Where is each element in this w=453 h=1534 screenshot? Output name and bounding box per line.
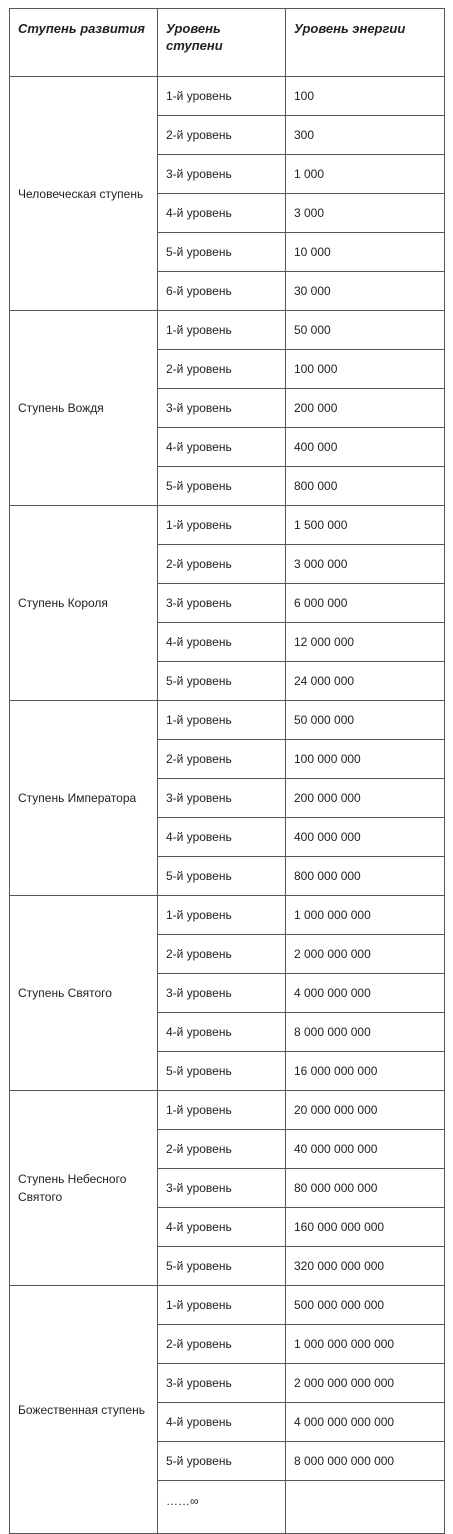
table-row xyxy=(10,1286,445,1325)
table-row xyxy=(10,1091,445,1130)
header-row xyxy=(10,9,445,77)
level-cell: 3-й уровень xyxy=(158,155,286,194)
energy-cell: 3 000 xyxy=(286,194,445,233)
level-cell: 4-й уровень xyxy=(158,1403,286,1442)
energy-levels-table xyxy=(9,8,445,1534)
energy-cell: 100 000 000 xyxy=(286,740,445,779)
energy-cell: 50 000 000 xyxy=(286,701,445,740)
stage-name-cell: Ступень Императора xyxy=(10,701,158,896)
table-row xyxy=(10,701,445,740)
level-cell: 4-й уровень xyxy=(158,428,286,467)
energy-cell: 1 000 xyxy=(286,155,445,194)
header-energy: Уровень энергии xyxy=(286,9,445,77)
level-cell: 1-й уровень xyxy=(158,1286,286,1325)
stage-name-cell: Ступень Вождя xyxy=(10,311,158,506)
energy-cell: 300 xyxy=(286,116,445,155)
energy-cell: 4 000 000 000 xyxy=(286,974,445,1013)
energy-cell: 12 000 000 xyxy=(286,623,445,662)
level-cell: 5-й уровень xyxy=(158,1052,286,1091)
energy-cell: 80 000 000 000 xyxy=(286,1169,445,1208)
energy-cell: 8 000 000 000 xyxy=(286,1013,445,1052)
energy-cell: 40 000 000 000 xyxy=(286,1130,445,1169)
stage-name-cell: Человеческая ступень xyxy=(10,77,158,311)
table-row xyxy=(10,311,445,350)
energy-cell: 800 000 xyxy=(286,467,445,506)
level-cell: 5-й уровень xyxy=(158,857,286,896)
energy-cell xyxy=(286,1481,445,1534)
level-cell: 4-й уровень xyxy=(158,1208,286,1247)
stage-name-cell: Ступень Небесного Святого xyxy=(10,1091,158,1286)
level-cell: 3-й уровень xyxy=(158,584,286,623)
level-cell: 2-й уровень xyxy=(158,935,286,974)
stage-name-cell: Божественная ступень xyxy=(10,1286,158,1534)
energy-cell: 400 000 xyxy=(286,428,445,467)
table-row xyxy=(10,77,445,116)
header-stage: Ступень развития xyxy=(10,9,158,77)
stage-name-cell: Ступень Святого xyxy=(10,896,158,1091)
energy-cell: 1 000 000 000 xyxy=(286,896,445,935)
level-cell: ……∞ xyxy=(158,1481,286,1534)
energy-cell: 1 500 000 xyxy=(286,506,445,545)
energy-cell: 2 000 000 000 xyxy=(286,935,445,974)
level-cell: 3-й уровень xyxy=(158,389,286,428)
level-cell: 5-й уровень xyxy=(158,467,286,506)
level-cell: 2-й уровень xyxy=(158,116,286,155)
energy-cell: 500 000 000 000 xyxy=(286,1286,445,1325)
energy-cell: 160 000 000 000 xyxy=(286,1208,445,1247)
level-cell: 2-й уровень xyxy=(158,545,286,584)
level-cell: 5-й уровень xyxy=(158,662,286,701)
level-cell: 3-й уровень xyxy=(158,779,286,818)
table-row xyxy=(10,506,445,545)
level-cell: 3-й уровень xyxy=(158,1364,286,1403)
energy-cell: 1 000 000 000 000 xyxy=(286,1325,445,1364)
level-cell: 5-й уровень xyxy=(158,1247,286,1286)
energy-cell: 200 000 xyxy=(286,389,445,428)
level-cell: 4-й уровень xyxy=(158,194,286,233)
energy-cell: 20 000 000 000 xyxy=(286,1091,445,1130)
energy-cell: 50 000 xyxy=(286,311,445,350)
level-cell: 3-й уровень xyxy=(158,1169,286,1208)
table-body xyxy=(10,77,445,1534)
level-cell: 4-й уровень xyxy=(158,818,286,857)
level-cell: 2-й уровень xyxy=(158,1325,286,1364)
stage-name-cell: Ступень Короля xyxy=(10,506,158,701)
level-cell: 4-й уровень xyxy=(158,1013,286,1052)
energy-cell: 2 000 000 000 000 xyxy=(286,1364,445,1403)
level-cell: 3-й уровень xyxy=(158,974,286,1013)
energy-cell: 320 000 000 000 xyxy=(286,1247,445,1286)
level-cell: 1-й уровень xyxy=(158,77,286,116)
energy-cell: 200 000 000 xyxy=(286,779,445,818)
level-cell: 1-й уровень xyxy=(158,896,286,935)
energy-cell: 24 000 000 xyxy=(286,662,445,701)
energy-cell: 10 000 xyxy=(286,233,445,272)
level-cell: 1-й уровень xyxy=(158,311,286,350)
energy-cell: 4 000 000 000 000 xyxy=(286,1403,445,1442)
level-cell: 6-й уровень xyxy=(158,272,286,311)
energy-cell: 16 000 000 000 xyxy=(286,1052,445,1091)
energy-cell: 3 000 000 xyxy=(286,545,445,584)
level-cell: 2-й уровень xyxy=(158,740,286,779)
energy-cell: 8 000 000 000 000 xyxy=(286,1442,445,1481)
level-cell: 2-й уровень xyxy=(158,350,286,389)
header-level: Уровень ступени xyxy=(158,9,286,77)
level-cell: 5-й уровень xyxy=(158,1442,286,1481)
energy-cell: 6 000 000 xyxy=(286,584,445,623)
energy-cell: 30 000 xyxy=(286,272,445,311)
level-cell: 5-й уровень xyxy=(158,233,286,272)
energy-cell: 800 000 000 xyxy=(286,857,445,896)
level-cell: 1-й уровень xyxy=(158,506,286,545)
energy-cell: 400 000 000 xyxy=(286,818,445,857)
level-cell: 4-й уровень xyxy=(158,623,286,662)
level-cell: 2-й уровень xyxy=(158,1130,286,1169)
level-cell: 1-й уровень xyxy=(158,701,286,740)
energy-cell: 100 000 xyxy=(286,350,445,389)
level-cell: 1-й уровень xyxy=(158,1091,286,1130)
energy-cell: 100 xyxy=(286,77,445,116)
table-row xyxy=(10,896,445,935)
